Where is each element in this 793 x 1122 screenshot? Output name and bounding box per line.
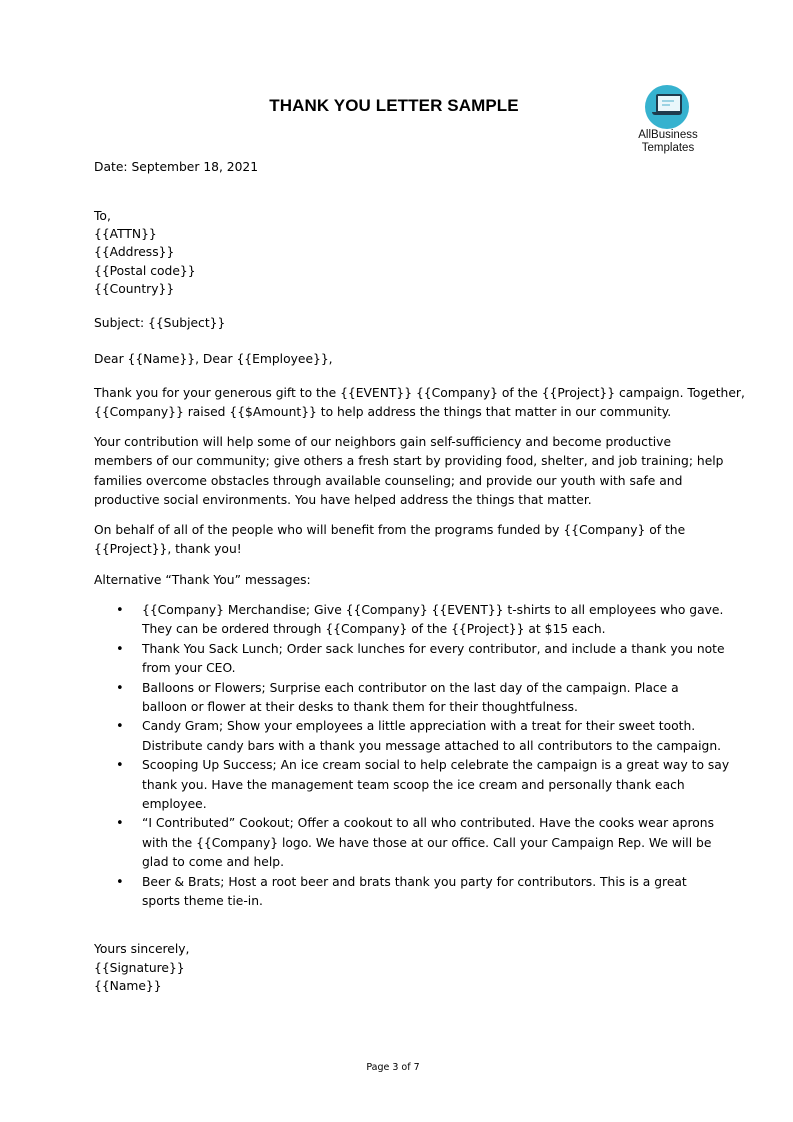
list-item-line: • Beer & Brats; Host a root beer and brats thank you party for contributors. This is a great [142, 874, 687, 889]
list-item [94, 679, 700, 718]
paragraph-2 [94, 433, 724, 511]
salutation [94, 350, 700, 369]
list-item-line: • Balloons or Flowers; Surprise each contributor on the last day of the campaign. Place a [142, 680, 679, 695]
paragraph-line: Thank you for your generous gift to the {{EVENT}} {{Company} of the {{Project}} campaign. Together, [94, 386, 745, 400]
list-item [94, 873, 700, 912]
paragraph-1 [94, 384, 745, 423]
paragraph-line: families overcome obstacles through available counseling; and provide our youth with safe and [94, 473, 683, 488]
list-item [94, 601, 724, 640]
list-item-line: thank you. Have the management team scoop the ice cream and personally thank each [142, 777, 685, 792]
closing-name: {{Name}} [94, 979, 162, 994]
paragraph-line: {{Project}}, thank you! [94, 542, 242, 557]
page-number: Page 3 of 7 [366, 1062, 420, 1073]
alternatives-list [94, 601, 730, 912]
list-item-line: • {{Company} Merchandise; Give {{Company} {{EVENT}} t-shirts to all employees who gave. [142, 603, 724, 617]
list-item-line: • Thank You Sack Lunch; Order sack lunches for every contributor, and include a thank you note [142, 641, 725, 656]
paragraph-3 [94, 521, 700, 560]
laptop-icon [645, 85, 689, 129]
closing-signature: {{Signature}} [94, 960, 185, 975]
recipient-block [94, 207, 700, 298]
list-item-line: • “I Contributed” Cookout; Offer a cookout to all who contributed. Have the cooks wear aprons [142, 816, 714, 831]
logo-text [630, 129, 706, 155]
subject-line [94, 314, 700, 333]
alternatives-heading [94, 571, 700, 590]
date-text: Date: September 18, 2021 [94, 160, 259, 174]
alternatives-heading-text: Alternative “Thank You” messages: [94, 573, 311, 587]
list-item-line: They can be ordered through {{Company} of the {{Project}} at $15 each. [142, 622, 606, 637]
recipient-country: {{Country}} [94, 281, 175, 296]
list-item-line: sports theme tie-in. [142, 894, 263, 909]
bullet-list [94, 601, 730, 912]
salutation-text: Dear {{Name}}, Dear {{Employee}}, [94, 352, 333, 366]
closing-block [94, 940, 700, 996]
paragraph-line: {{Company}} raised {{$Amount}} to help address the things that matter in our community. [94, 405, 672, 420]
list-item-line: balloon or flower at their desks to thank them for their thoughtfulness. [142, 700, 578, 715]
recipient-address: {{Address}} [94, 245, 175, 260]
allbusiness-templates-logo [630, 84, 706, 158]
list-item-line: • Candy Gram; Show your employees a little appreciation with a treat for their sweet tooth. [142, 719, 696, 734]
list-item [94, 640, 725, 679]
recipient-attn: {{ATTN}} [94, 227, 157, 242]
list-item [94, 814, 714, 872]
logo-text-line2: Templates [641, 142, 695, 154]
logo-text-line1: AllBusiness [638, 129, 698, 141]
document-title: THANK YOU LETTER SAMPLE [269, 96, 519, 115]
list-item-line: • Scooping Up Success; An ice cream social to help celebrate the campaign is a great way to say [142, 758, 730, 773]
recipient-to: To, [94, 209, 111, 223]
paragraph-line: On behalf of all of the people who will benefit from the programs funded by {{Company} of the [94, 523, 686, 537]
list-item [94, 717, 722, 756]
paragraph-line: productive social environments. You have helped address the things that matter. [94, 493, 592, 508]
date-line [94, 158, 700, 177]
list-item-line: Distribute candy bars with a thank you message attached to all contributors to the campaign. [142, 738, 722, 753]
list-item-line: with the {{Company} logo. We have those at our office. Call your Campaign Rep. We will be [142, 835, 712, 850]
paragraph-line: members of our community; give others a fresh start by providing food, shelter, and job training; help [94, 454, 724, 469]
paragraph-line: Your contribution will help some of our neighbors gain self-sufficiency and become productive [94, 435, 672, 449]
list-item-line: employee. [142, 797, 207, 812]
list-item-line: glad to come and help. [142, 855, 284, 870]
list-item-line: from your CEO. [142, 661, 236, 676]
closing-phrase: Yours sincerely, [94, 942, 190, 956]
list-item [94, 756, 730, 814]
recipient-postal-code: {{Postal code}} [94, 263, 196, 278]
subject-text: Subject: {{Subject}} [94, 316, 226, 330]
